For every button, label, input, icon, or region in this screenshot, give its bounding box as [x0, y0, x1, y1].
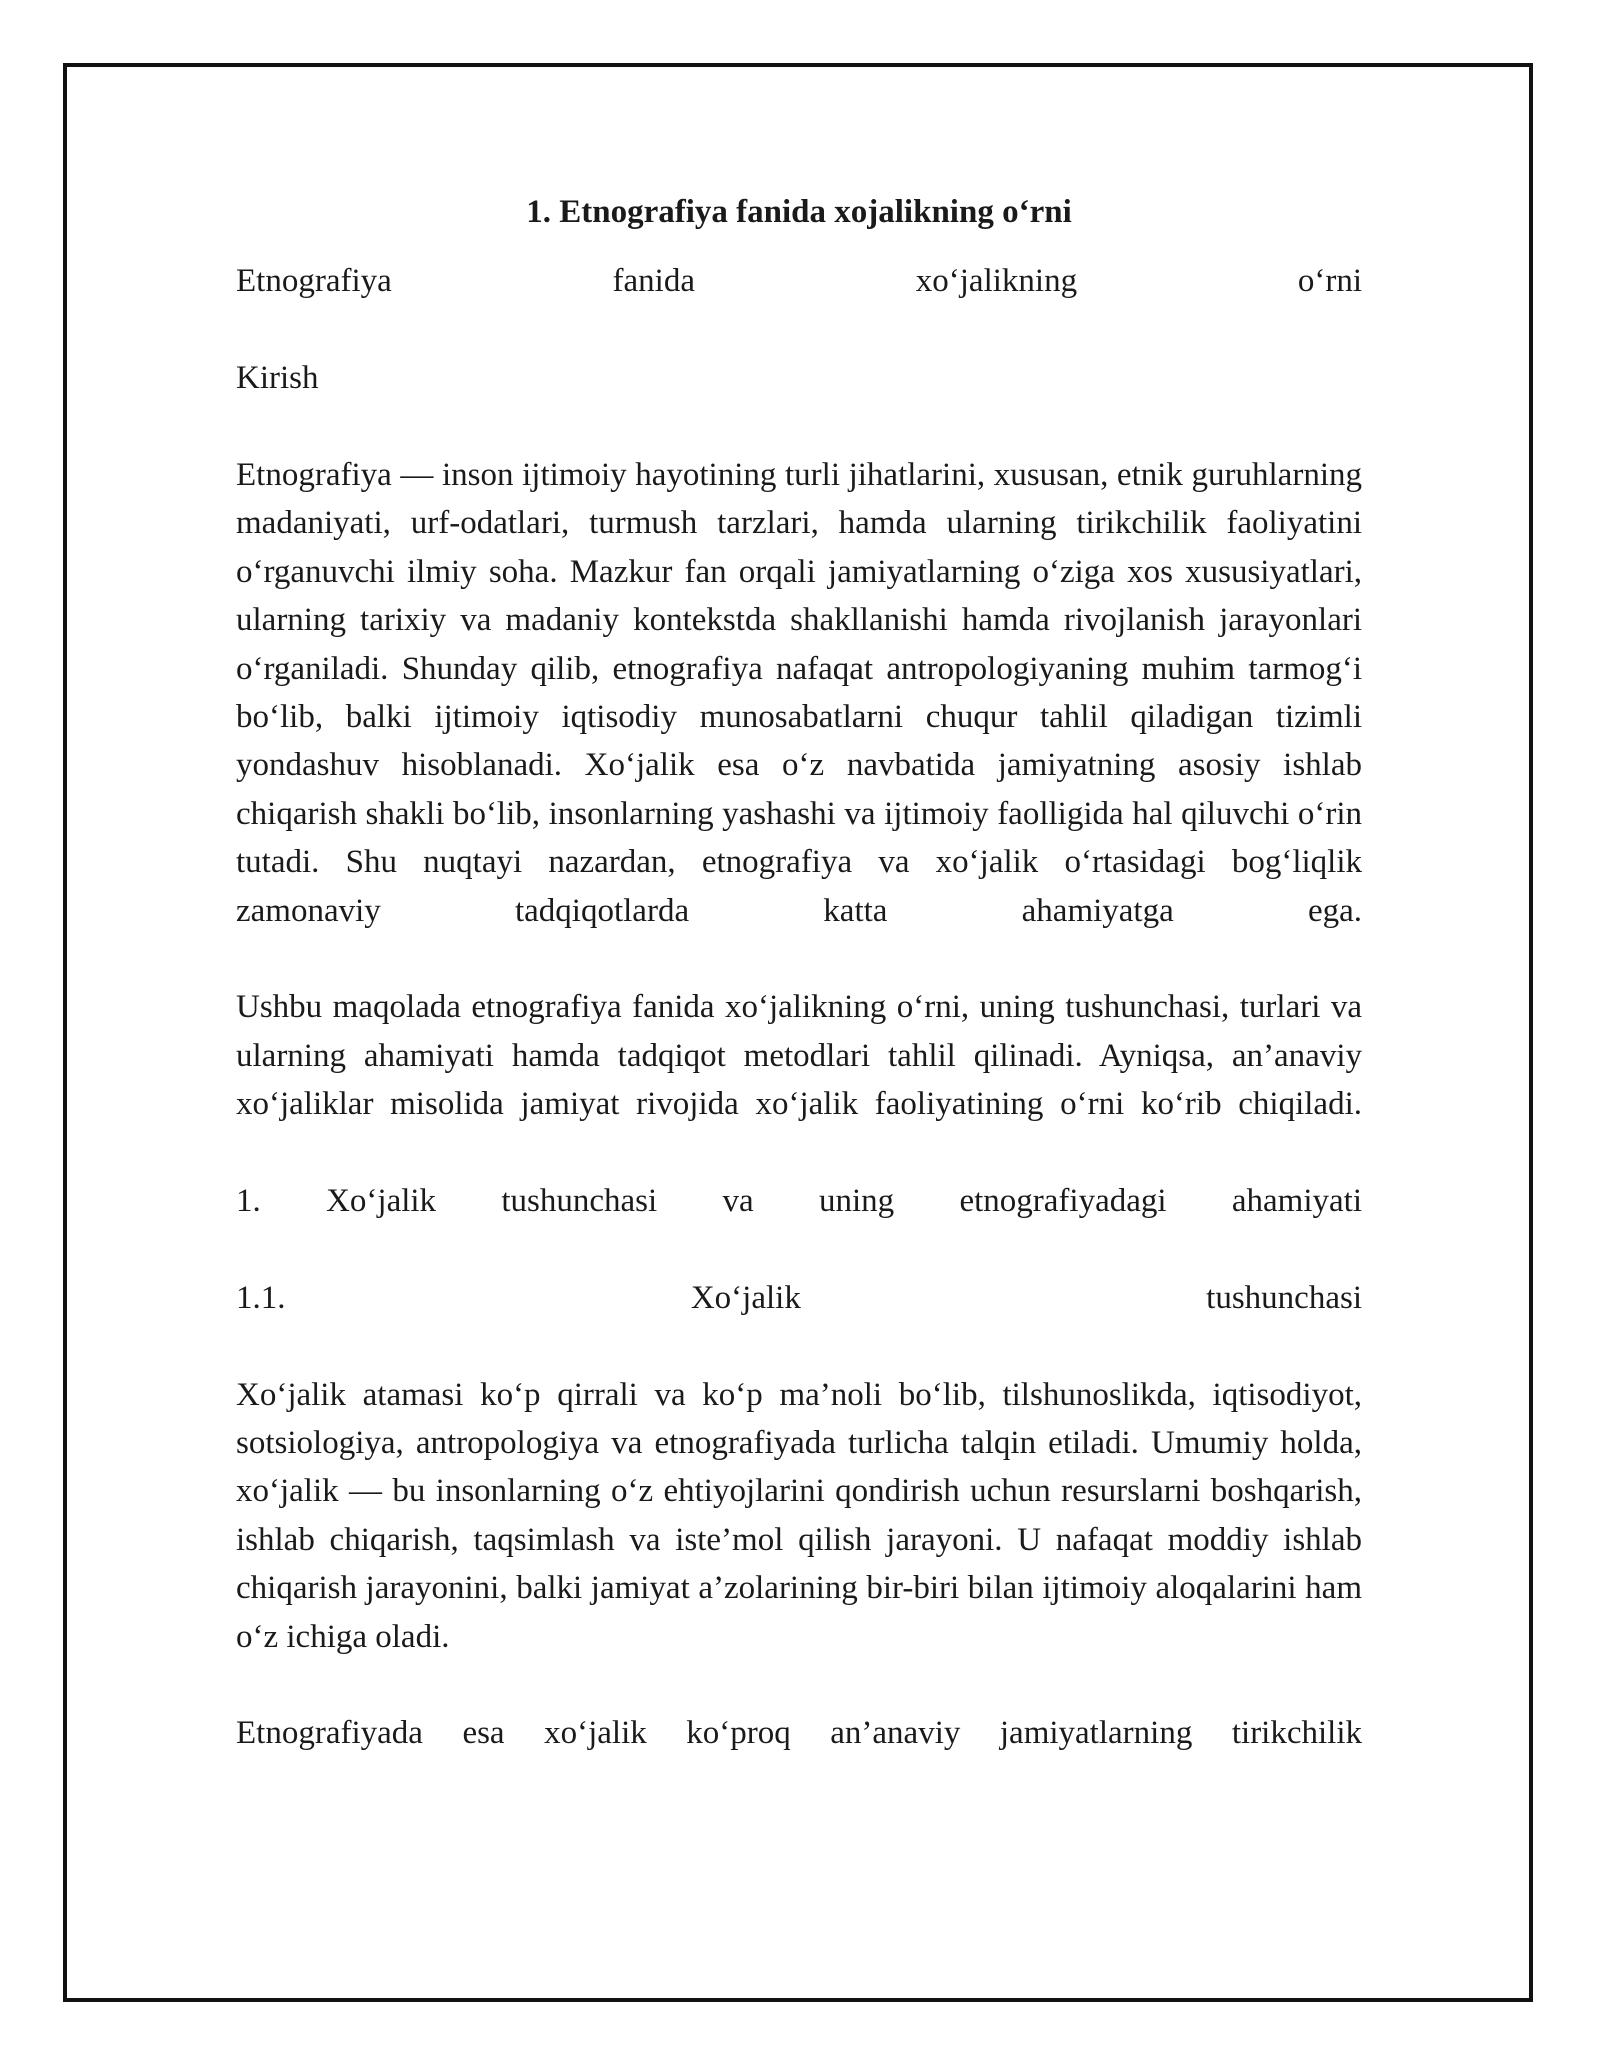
body-paragraph: Etnografiya — inson ijtimoiy hayotining turli jihatlarini, xususan, etnik guruhlarning madaniyati, urf-odatlari, turmush tarzlari, hamda ularning tirikchilik faoliyatini o‘rganuvchi ilmiy soha. Mazkur fan orqali jamiyatlarning o‘ziga xos xususiyatlari, ularning tarixiy va madaniy kontekstda shakllanishi hamda rivojlanish jarayonlari o‘rganiladi. Shunday qilib, etnografiya nafaqat antropologiyaning muhim tarmog‘i bo‘lib, balki ijtimoiy iqtisodiy munosabatlarni chuqur tahlil qiladigan tizimli yondashuv hisoblanadi. Xo‘jalik esa o‘z navbatida jamiyatning asosiy ishlab chiqarish shakli bo‘lib, insonlarning yashashi va ijtimoiy faolligida hal qiluvchi o‘rin tutadi. Shu nuqtayi nazardan, etnografiya va xo‘jalik o‘rtasidagi bog‘liqlik zamonaviy tadqiqotlarda katta ahamiyatga ega. — [236, 457, 1362, 929]
body-paragraph: Xo‘jalik atamasi ko‘p qirrali va ko‘p ma’noli bo‘lib, tilshunoslikda, iqtisodiyot, sotsiologiya, antropologiya va etnografiyada turlicha talqin etiladi. Umumiy holda, xo‘jalik — bu insonlarning o‘z ehtiyojlarini qondirish uchun resurslarni boshqarish, ishlab chiqarish, taqsimlash va iste’mol qilish jarayoni. U nafaqat moddiy ishlab chiqarish jarayonini, balki jamiyat a’zolarining bir-biri bilan ijtimoiy aloqalarini ham o‘z ichiga oladi. — [236, 1376, 1362, 1655]
document-body — [236, 188, 1362, 1806]
document-title: 1. Etnografiya fanida xojalikning o‘rni — [526, 194, 1072, 230]
subsection-heading: 1.1. Xo‘jalik tushunchasi — [236, 1279, 1362, 1316]
subtitle-paragraph: Etnografiya fanida xo‘jalikning o‘rni — [236, 263, 1362, 300]
section-heading-intro: Kirish — [236, 360, 319, 397]
section-heading: 1. Xo‘jalik tushunchasi va uning etnografiyadagi ahamiyati — [236, 1183, 1362, 1220]
body-paragraph: Ushbu maqolada etnografiya fanida xo‘jalikning o‘rni, uning tushunchasi, turlari va ularning ahamiyati hamda tadqiqot metodlari tahlil qilinadi. Ayniqsa, an’anaviy xo‘jaliklar misolida jamiyat rivojida xo‘jalik faoliyatining o‘rni ko‘rib chiqiladi. — [236, 989, 1362, 1123]
body-paragraph: Etnografiyada esa xo‘jalik ko‘proq an’anaviy jamiyatlarning tirikchilik — [236, 1715, 1362, 1752]
